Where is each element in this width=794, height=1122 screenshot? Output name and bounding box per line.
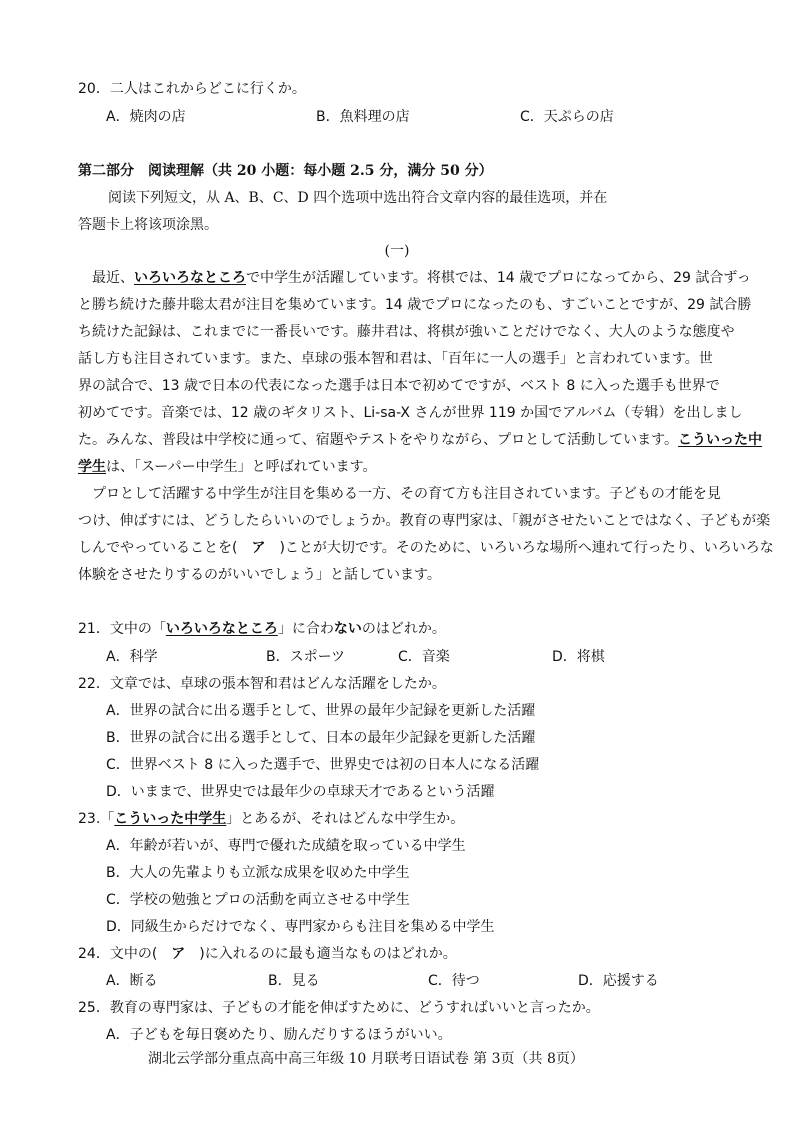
passage-line-4: 話し方も注目されています。また、卓球の張本智和君は、「百年に一人の選手」と言われています。世: [78, 351, 713, 367]
passage-p2-line-3: しんでやっていることを( ア )ことが大切です。そのために、いろいろな場所へ連れて行ったり、いろいろな: [78, 540, 774, 556]
passage-line-5: 界の試合で、13 歳で日本の代表になった選手は日本で初めてですが、ベスト 8 に入った選手も世界で: [78, 378, 720, 394]
q22-option-a: A．世界の試合に出る選手として、世界の最年少記録を更新した活躍: [106, 703, 536, 719]
section-instruction-line-2: 答题卡上将该项涂黑。: [78, 217, 218, 233]
q24-option-d: D．応援する: [578, 973, 659, 989]
underlined-phrase-kouitta-1: こういった中: [678, 432, 763, 448]
q24-option-a: A．断る: [106, 973, 158, 989]
passage-line-7: た。みんな、普段は中学校に通って、宿題やテストをやりながら、プロとして活動しています。こういった中: [78, 432, 763, 448]
q24-option-c: C．待つ: [428, 973, 480, 989]
q22-option-b: B．世界の試合に出る選手として、日本の最年少記録を更新した活躍: [106, 730, 536, 746]
question-23-stem: 23.「こういった中学生」とあるが、それはどんな中学生か。: [78, 811, 465, 827]
question-24-stem: 24．文中の( ア )に入れるのに最も適当なものはどれか。: [78, 946, 457, 962]
q22-option-d: D．いままで、世界史では最年少の卓球天才であるという活躍: [106, 784, 495, 800]
passage-line-3: ち続けた記録は、これまでに一番長いです。藤井君は、将棋が強いことだけでなく、大人のような態度や: [78, 324, 735, 340]
q25-option-a: A．子どもを毎日褒めたり、励んだりするほうがいい。: [106, 1027, 452, 1043]
q23-option-a: A．年齢が若いが、専門で優れた成績を取っている中学生: [106, 838, 466, 854]
passage-p2-line-2: つけ、伸ばすには、どうしたらいいのでしょうか。教育の専門家は、「親がさせたいことではなく、子どもが楽: [78, 513, 771, 529]
question-25-stem: 25．教育の専門家は、子どもの才能を伸ばすために、どうすればいいと言ったか。: [78, 1000, 600, 1016]
q22-option-c: C．世界ベスト 8 に入った選手で、世界史では初の日本人になる活躍: [106, 757, 540, 773]
passage-line-8: 学生は、「スーパー中学生」と呼ばれています。: [78, 459, 377, 475]
question-21-stem: 21．文中の「いろいろなところ」に合わないのはどれか。: [78, 621, 446, 637]
q23-option-c: C．学校の勉強とプロの活動を両立させる中学生: [106, 892, 410, 908]
q23-option-d: D．同級生からだけでなく、専門家からも注目を集める中学生: [106, 919, 495, 935]
section-instruction-line-1: 阅读下列短文，从 A、B、C、D 四个选项中选出符合文章内容的最佳选项，并在: [108, 190, 608, 206]
passage-p2-line-4: 体験をさせたりするのがいいでしょう」と話しています。: [78, 567, 441, 583]
page-footer: 湖北云学部分重点高中高三年级 10 月联考日语试卷 第 3页（共 8页）: [148, 1051, 584, 1067]
q21-option-d: D．将棋: [552, 649, 605, 665]
passage-line-1: 最近、いろいろなところで中学生が活躍しています。将棋では、14 歳でプロになってから、29 試合ずっ: [92, 270, 751, 286]
underlined-phrase-iroiro: いろいろなところ: [134, 270, 246, 286]
q21-option-c: C．音楽: [398, 649, 450, 665]
q20-option-a: A．焼肉の店: [106, 109, 186, 125]
passage-p2-line-1: プロとして活躍する中学生が注目を集める一方、その育て方も注目されています。子どもの才能を見: [92, 486, 721, 502]
passage-number: (一): [384, 243, 410, 259]
blank-a: ア: [251, 540, 266, 556]
q21-option-a: A．科学: [106, 649, 158, 665]
passage-line-6: 初めてです。音楽では、12 歳のギタリスト、Li-sa-X さんが世界 119 か国でアルバム（专辑）を出しまし: [78, 405, 743, 421]
underlined-phrase-kouitta-2: 学生: [78, 459, 106, 475]
q24-option-b: B．見る: [268, 973, 320, 989]
q23-option-b: B．大人の先輩よりも立派な成果を収めた中学生: [106, 865, 410, 881]
section-heading: 第二部分 阅读理解（共 20 小题：每小题 2.5 分，满分 50 分）: [78, 163, 493, 179]
q21-option-b: B．スポーツ: [266, 649, 346, 665]
q20-option-b: B．魚料理の店: [316, 109, 410, 125]
passage-line-2: と勝ち続けた藤井聡太君が注目を集めています。14 歳でプロになったのも、すごいことですが、29 試合勝: [78, 297, 752, 313]
question-22-stem: 22．文章では、卓球の張本智和君はどんな活躍をしたか。: [78, 676, 446, 692]
q20-option-c: C．天ぷらの店: [520, 109, 614, 125]
question-20-stem: 20．二人はこれからどこに行くか。: [78, 81, 306, 97]
